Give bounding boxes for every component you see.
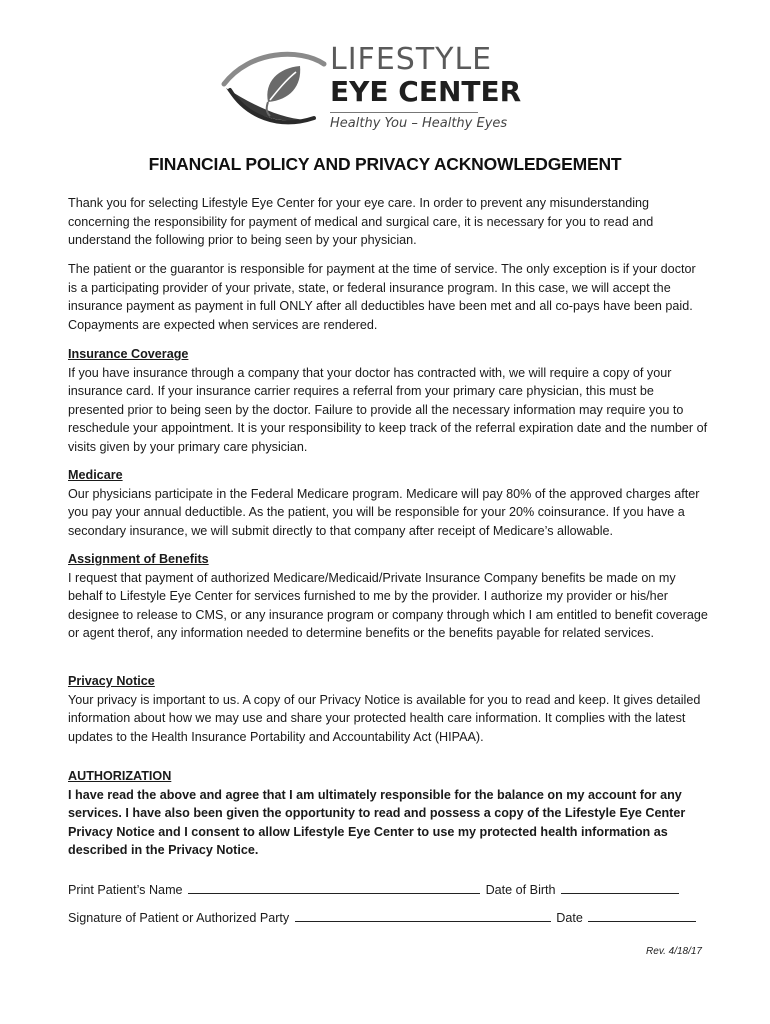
logo-divider <box>330 112 478 113</box>
assignment-of-benefits-section <box>68 550 708 643</box>
medicare-text: Our physicians participate in the Federal Medicare program. Medicare will pay 80% of the approved charges after you pay your annual deductible. As the patient, you will be responsible for your 20% coinsurance. If you have a secondary insurance, we will submit directly to that company after receipt of Medicare’s allowable. <box>68 486 700 538</box>
date-label: Date <box>556 911 583 925</box>
document-title: FINANCIAL POLICY AND PRIVACY ACKNOWLEDGEMENT <box>148 154 622 174</box>
medicare-heading: Medicare <box>68 468 123 482</box>
authorization-section <box>68 767 708 860</box>
date-of-birth-field[interactable] <box>561 881 679 894</box>
assignment-of-benefits-text: I request that payment of authorized Medicare/Medicaid/Private Insurance Company benefits be made on my behalf to Lifestyle Eye Center for services furnished to me by the provider. I authorize my provider or his/her designee to release to CMS, or any insurance program or company through which I am entitled to benefit coverage or agent therof, any information needed to determine benefits or the benefits payable for related services. <box>68 570 708 640</box>
privacy-notice-heading: Privacy Notice <box>68 674 155 688</box>
logo-text-eye-center: EYE CENTER <box>330 75 522 108</box>
logo-tagline: Healthy You – Healthy Eyes <box>330 116 508 131</box>
assignment-of-benefits-heading: Assignment of Benefits <box>68 552 209 566</box>
insurance-coverage-text: If you have insurance through a company that your doctor has contracted with, we will require a copy of your insurance card. If your insurance carrier requires a referral from your primary care physician, this must be presented prior to being seen by the doctor. Failure to provide all the necessary information may require you to reschedule your appointment. It is your responsibility to keep track of the referral expiration date and the number of visits given by your primary care physician. <box>68 365 708 454</box>
logo-text-lifestyle: LIFESTYLE <box>330 42 493 77</box>
lifestyle-eye-center-logo <box>220 42 522 134</box>
revision-date: Rev. 4/18/17 <box>646 946 702 957</box>
eye-leaf-logo-icon <box>220 44 330 130</box>
patient-name-label: Print Patient’s Name <box>68 883 183 897</box>
signature-row <box>68 909 708 927</box>
privacy-notice-text: Your privacy is important to us. A copy of our Privacy Notice is available for you to read and keep. It gives detailed information about how we may use and share your protected health care information. It complies with the latest updates to the Health Insurance Portability and Accountability Act (HIPAA). <box>68 692 701 744</box>
signature-field[interactable] <box>295 909 551 922</box>
privacy-notice-section <box>68 672 708 746</box>
medicare-section <box>68 466 708 540</box>
payment-paragraph: The patient or the guarantor is responsible for payment at the time of service. The only exception is if your doctor is a participating provider of your private, state, or federal insurance program. In this case, we will accept the insurance payment as payment in full ONLY after all deductibles have been met and all co-pays have been paid. Copayments are expected when services are rendered. <box>68 262 696 332</box>
insurance-coverage-heading: Insurance Coverage <box>68 347 189 361</box>
signature-label: Signature of Patient or Authorized Party <box>68 911 290 925</box>
date-of-birth-label: Date of Birth <box>485 883 556 897</box>
patient-name-row <box>68 881 708 899</box>
authorization-text: I have read the above and agree that I am ultimately responsible for the balance on my account for any services. I have also been given the opportunity to read and possess a copy of the Lifestyle Eye Center Privacy Notice and I consent to allow Lifestyle Eye Center to use my protected health information as described in the Privacy Notice. <box>68 787 686 857</box>
intro-paragraph: Thank you for selecting Lifestyle Eye Center for your eye care. In order to prevent any misunderstanding concerning the responsibility for payment of medical and surgical care, it is necessary for you to read and understand the following prior to being seen by your physician. <box>68 196 654 247</box>
authorization-heading: AUTHORIZATION <box>68 769 172 783</box>
date-field[interactable] <box>588 909 696 922</box>
patient-name-field[interactable] <box>188 881 480 894</box>
insurance-coverage-section <box>68 345 708 456</box>
